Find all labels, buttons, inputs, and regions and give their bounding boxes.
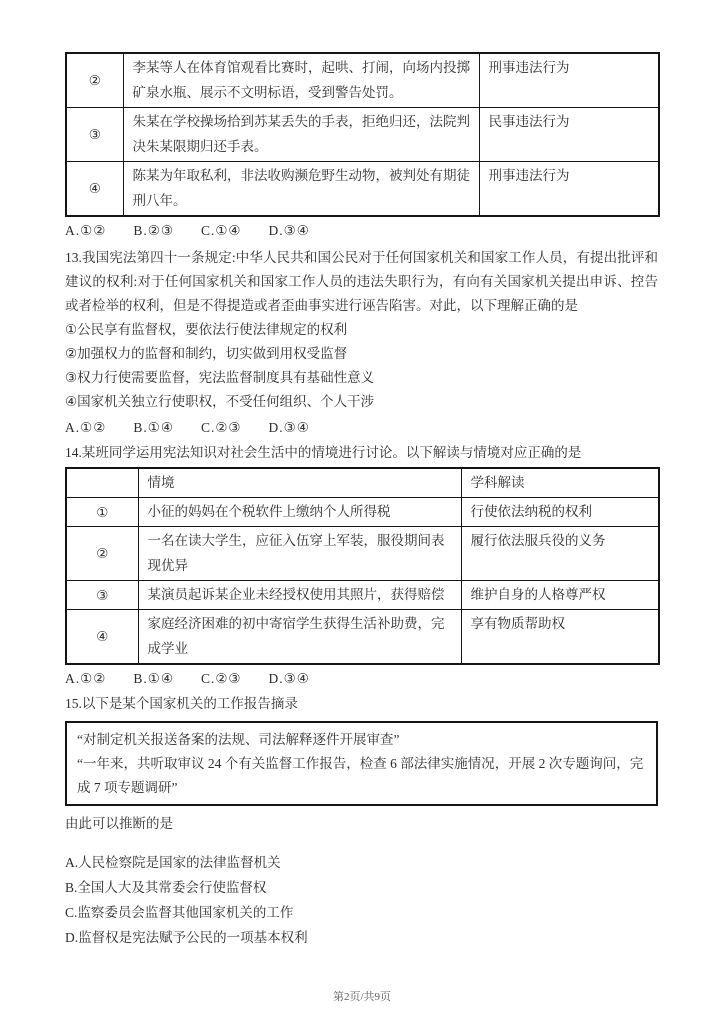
header-situation-cell: 情境 <box>138 468 461 498</box>
q15-stem: 15.以下是某个国家机关的工作报告摘录 <box>65 696 298 711</box>
answer-option-c: C.①④ <box>200 223 242 238</box>
q14-table <box>65 467 660 665</box>
answer-option-a: A.①② <box>65 223 107 238</box>
answer-option-c: C.②③ <box>200 420 242 435</box>
table-row <box>66 581 659 610</box>
row-number: ④ <box>66 610 138 665</box>
answer-option-a: A.①② <box>65 420 107 435</box>
table-row <box>66 527 659 581</box>
answer-option-b: B.②③ <box>133 223 174 238</box>
category-cell: 民事违法行为 <box>479 108 659 162</box>
category-cell: 刑事违法行为 <box>479 53 659 108</box>
row-number: ② <box>66 527 138 581</box>
q14-stem: 14.某班同学运用宪法知识对社会生活中的情境进行讨论。以下解读与情境对应正确的是 <box>65 445 582 460</box>
table-row <box>66 162 659 217</box>
situation-cell: 一名在读大学生，应征入伍穿上军装，服役期间表现优异 <box>138 527 461 581</box>
situation-cell: 家庭经济困难的初中寄宿学生获得生活补助费，完成学业 <box>138 610 461 665</box>
q15-prompt: 由此可以推断的是 <box>65 816 173 831</box>
q13-option-3: ③权力行使需要监督，宪法监督制度具有基础性意义 <box>65 370 375 385</box>
excerpt-line: “一年来，共听取审议 24 个有关监督工作报告，检查 6 部法律实施情况，开展 2 次专题询问，完成 7 项专题调研” <box>77 756 644 795</box>
interpretation-cell: 履行依法服兵役的义务 <box>461 527 659 581</box>
interpretation-cell: 维护自身的人格尊严权 <box>461 581 659 610</box>
q15-option-a: A.人民检察院是国家的法律监督机关 <box>65 854 281 870</box>
row-number: ② <box>66 53 123 108</box>
table-header-row <box>66 468 659 498</box>
page-number: 第2页/共9页 <box>332 991 392 1003</box>
q15-option-b: B.全国人大及其常委会行使监督权 <box>65 879 267 895</box>
answer-option-d: D.③④ <box>268 671 310 686</box>
header-interpretation-cell: 学科解读 <box>461 468 659 498</box>
row-number: ① <box>66 498 138 527</box>
answer-option-c: C.②③ <box>200 671 242 686</box>
q13-option-1: ①公民享有监督权，要依法行使法律规定的权利 <box>65 322 348 337</box>
answer-option-d: D.③④ <box>268 223 310 238</box>
interpretation-cell: 享有物质帮助权 <box>461 610 659 665</box>
q14-answer-line <box>65 668 658 690</box>
row-number: ③ <box>66 108 123 162</box>
q15-option-d: D.监督权是宪法赋予公民的一项基本权利 <box>65 929 308 945</box>
situation-cell: 朱某在学校操场拾到苏某丢失的手表，拒绝归还，法院判决朱某限期归还手表。 <box>123 108 479 162</box>
header-blank-cell <box>66 468 138 498</box>
situation-cell: 某演员起诉某企业未经授权使用其照片，获得赔偿 <box>138 581 461 610</box>
table-row <box>66 108 659 162</box>
q15-option-c: C.监察委员会监督其他国家机关的工作 <box>65 904 294 920</box>
q13-option-4: ④国家机关独立行使职权，不受任何组织、个人干涉 <box>65 394 375 409</box>
excerpt-line: “对制定机关报送备案的法规、司法解释逐件开展审查” <box>77 732 400 747</box>
answer-option-d: D.③④ <box>268 420 310 435</box>
interpretation-cell: 行使依法纳税的权利 <box>461 498 659 527</box>
category-cell: 刑事违法行为 <box>479 162 659 217</box>
situation-cell: 李某等人在体育馆观看比赛时，起哄、打闹，向场内投掷矿泉水瓶、展示不文明标语，受到警告处罚。 <box>123 53 479 108</box>
q12-table <box>65 52 660 217</box>
situation-cell: 小征的妈妈在个税软件上缴纳个人所得税 <box>138 498 461 527</box>
answer-option-a: A.①② <box>65 671 107 686</box>
table-row <box>66 53 659 108</box>
table-row <box>66 498 659 527</box>
table-row <box>66 610 659 665</box>
situation-cell: 陈某为年取私利，非法收购濒危野生动物，被判处有期徒刑八年。 <box>123 162 479 217</box>
answer-option-b: B.①④ <box>133 420 174 435</box>
row-number: ③ <box>66 581 138 610</box>
q13-option-2: ②加强权力的监督和制约，切实做到用权受监督 <box>65 346 348 361</box>
q13-answer-line <box>65 417 658 439</box>
q12-answer-line <box>65 220 658 242</box>
report-excerpt-box <box>65 721 658 806</box>
answer-option-b: B.①④ <box>133 671 174 686</box>
row-number: ④ <box>66 162 123 217</box>
q13-stem: 13.我国宪法第四十一条规定:中华人民共和国公民对于任何国家机关和国家工作人员，有提出批评和建议的权利:对于任何国家机关和国家工作人员的违法失职行为，有向有关国家机关提出申诉、控告或者检举的权利，但是不得提造或者歪曲事实进行诬告陷害。对此，以下理解正确的是 <box>65 250 658 313</box>
